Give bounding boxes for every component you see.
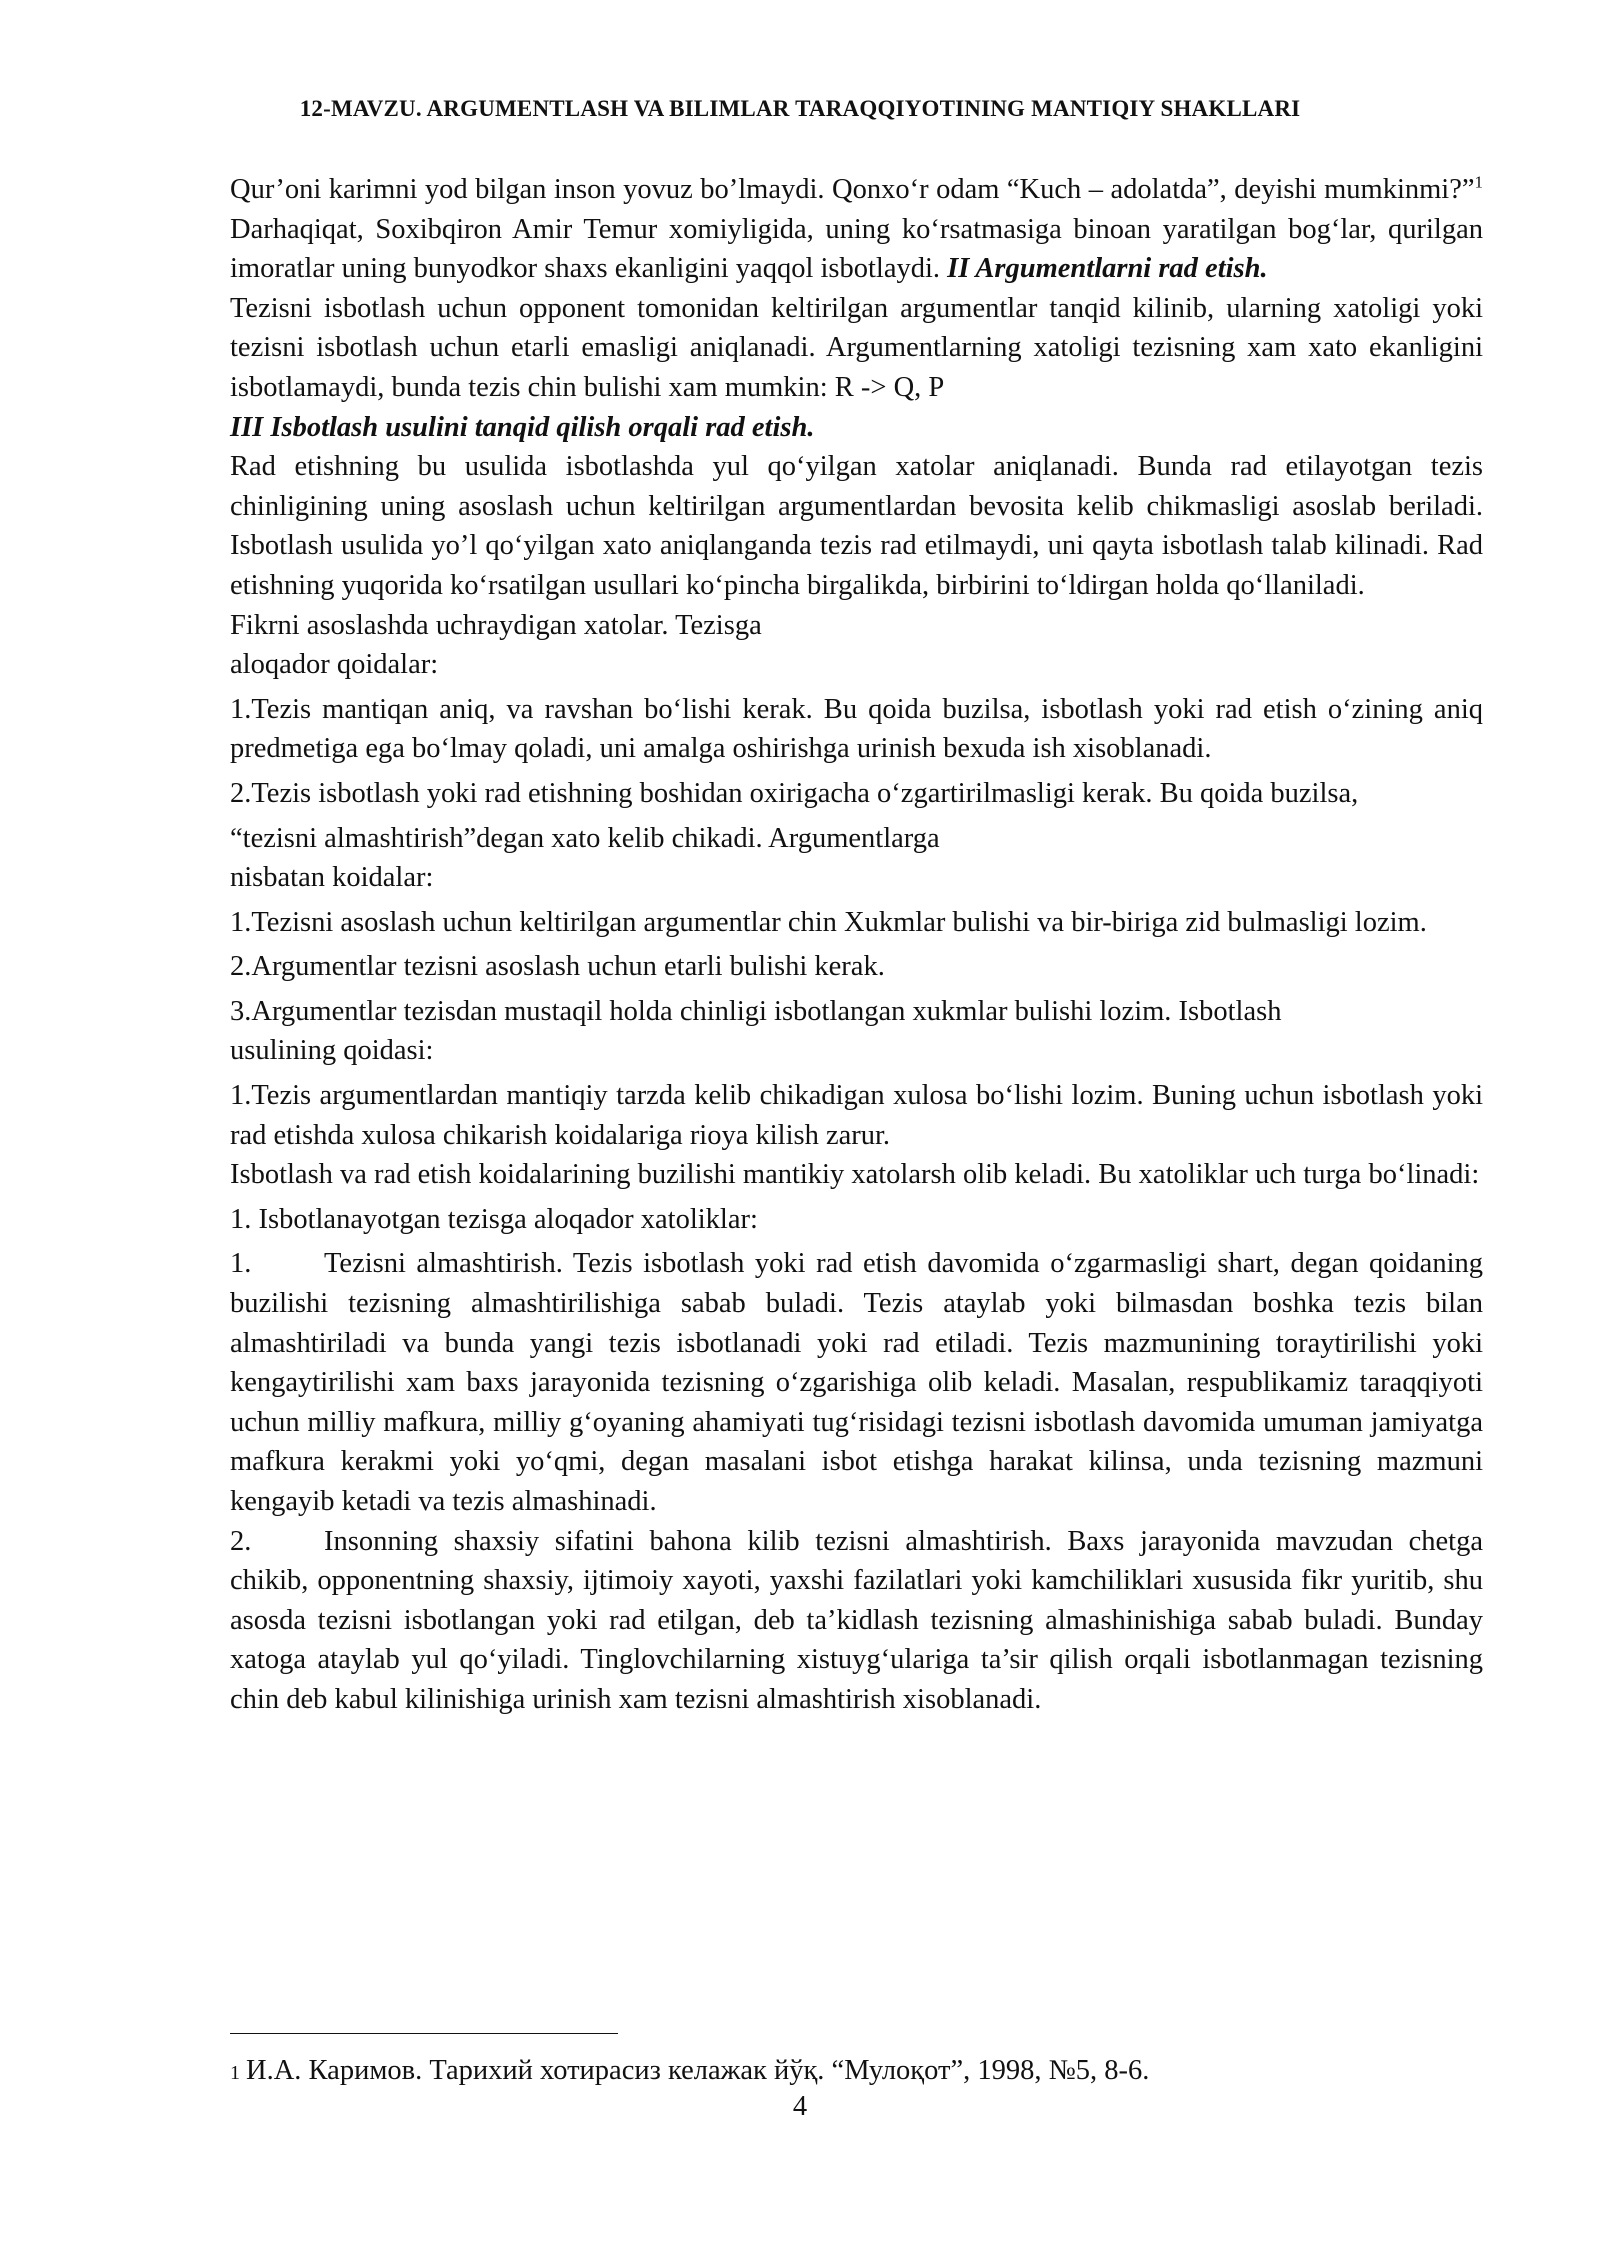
paragraph-intro-text-cont: Darhaqiqat, Soxibqiron Amir Temur xomiyligida, uning ko‘rsatmasiga binoan yaratilgan bog‘lar, qurilgan imoratlar uning bunyodkor shaxs ekanligini yaqqol isbotlaydi. [230,213,1483,285]
argument-rule-3: 3.Argumentlar tezisdan mustaqil holda chinligi isbotlangan xukmlar bulishi lozim. Isbotlash [230,995,1282,1027]
paragraph-intro [230,170,1483,289]
paragraph-errors-intro-line1: Fikrni asoslashda uchraydigan xatolar. Tezisga [230,609,762,641]
thesis-rule-1: 1.Tezis mantiqan aniq, va ravshan bo‘lishi kerak. Bu qoida buzilsa, isbotlash yoki rad etish o‘zining aniq predmetiga ega bo‘lmay qoladi, uni amalga oshirishga urinish bexuda ish xisoblanadi. [230,693,1483,765]
error-item-1 [230,1244,1483,1521]
error-item-1-text: Tezisni almashtirish. Tezis isbotlash yoki rad etish davomida o‘zgarmasligi shart, degan qoidaning buzilishi tezisning almashtirilishiga sabab buladi. Tezis ataylab yoki bilmasdan boshka tezis bilan almashtiriladi va bunda yangi tezis isbotlanadi yoki rad etiladi. Tezis mazmunining toraytirilishi yoki kengaytirilishi xam baxs jarayonida tezisning o‘zgarishiga olib keladi. Masalan, respublikamiz taraqqiyoti uchun milliy mafkura, milliy g‘oyaning ahamiyati tug‘risidagi tezisni isbotlash davomida umuman jamiyatga mafkura kerakmi yoki yo‘qmi, degan masalani isbot etishga harakat kilinsa, unda tezisning mazmuni kengayib ketadi va tezis almashinadi. [230,1248,1483,1517]
section-heading-2: II Argumentlarni rad etish. [947,253,1268,285]
paragraph-errors-intro-line2: aloqador qoidalar: [230,649,439,681]
footnote-text: И.А. Каримов. Тарихий хотирасиз келажак йўқ. “Мулоқот”, 1998, №5, 8-6. [246,2055,1150,2086]
body-text [230,170,1483,1720]
paragraph-error-types: Isbotlash va rad etish koidalarining buzilishi mantikiy xatolarsh olib keladi. Bu xatoliklar uch turga bo‘linadi: [230,1159,1480,1191]
error-item-1-number: 1. [230,1248,252,1280]
footnote [230,2053,1149,2091]
error-item-2-number: 2. [230,1525,252,1557]
argument-rules-heading: nisbatan koidalar: [230,862,434,894]
footnote-reference: 1 [1474,172,1483,192]
method-rules-heading: usulining qoidasi: [230,1035,434,1067]
error-item-2 [230,1522,1483,1720]
footnote-separator [230,2033,618,2034]
thesis-rule-2-cont: “tezisni almashtirish”degan xato kelib chikadi. Argumentlarga [230,822,940,854]
argument-rule-2: 2.Argumentlar tezisni asoslash uchun etarli bulishi kerak. [230,951,885,983]
error-category-1: 1. Isbotlanayotgan tezisga aloqador xatoliklar: [230,1203,758,1235]
section-heading-3: III Isbotlash usulini tanqid qilish orqali rad etish. [230,411,815,443]
method-rule-1: 1.Tezis argumentlardan mantiqiy tarzda kelib chikadigan xulosa bo‘lishi lozim. Buning uchun isbotlash yoki rad etishda xulosa chikarish koidalariga rioya kilish zarur. [230,1080,1483,1151]
page-number: 4 [792,2091,808,2122]
thesis-rule-2: 2.Tezis isbotlash yoki rad etishning boshidan oxirigacha o‘zgartirilmasligi kerak. Bu qoida buzilsa, [230,777,1359,809]
footnote-mark: 1 [230,2062,240,2084]
argument-rule-1: 1.Tezisni asoslash uchun keltirilgan argumentlar chin Xukmlar bulishi va bir-biriga zid bulmasligi lozim. [230,906,1427,938]
paragraph-intro-text: Qur’oni karimni yod bilgan inson yovuz bo’lmaydi. Qonxo‘r odam “Kuch – adolatda”, deyishi mumkinmi?” [230,174,1475,205]
page-header: 12-MAVZU. ARGUMENTLASH VA BILIMLAR TARAQQIYOTINING MANTIQIY SHAKLLARI [299,96,1301,121]
error-item-2-text: Insonning shaxsiy sifatini bahona kilib tezisni almashtirish. Baxs jarayonida mavzudan chetga chikib, opponentning shaxsiy, ijtimoiy xayoti, yaxshi fazilatlari yoki kamchiliklari xususida fikr yuritib, shu asosda tezisni isbotlangan yoki rad etilgan, deb ta’kidlash tezisning almashinishiga sabab buladi. Bunday xatoga ataylab yul qo‘yiladi. Tinglovchilarning xistuyg‘ulariga ta’sir qilish orqali isbotlanmagan tezisning chin deb kabul kilinishiga urinish xam tezisni almashtirish xisoblanadi. [230,1525,1483,1715]
paragraph-refute-method: Rad etishning bu usulida isbotlashda yul qo‘yilgan xatolar aniqlanadi. Bunda rad etilayotgan tezis chinligining uning asoslash uchun keltirilgan argumentlardan bevosita kelib chikmasligi asoslab beriladi. Isbotlash usulida yo’l qo‘yilgan xato aniqlanganda tezis rad etilmaydi, uni qayta isbotlash talab kilinadi. Rad etishning yuqorida ko‘rsatilgan usullari ko‘pincha birgalikda, birbirini to‘ldirgan holda qo‘llaniladi. [230,451,1483,601]
paragraph-refute-arguments: Tezisni isbotlash uchun opponent tomonidan keltirilgan argumentlar tanqid kilinib, ularning xatoligi yoki tezisni isbotlash uchun etarli emasligi aniqlanadi. Argumentlarning xatoligi tezisning xam xato ekanligini isbotlamaydi, bunda tezis chin bulishi xam mumkin: R -> Q, P [230,292,1483,403]
